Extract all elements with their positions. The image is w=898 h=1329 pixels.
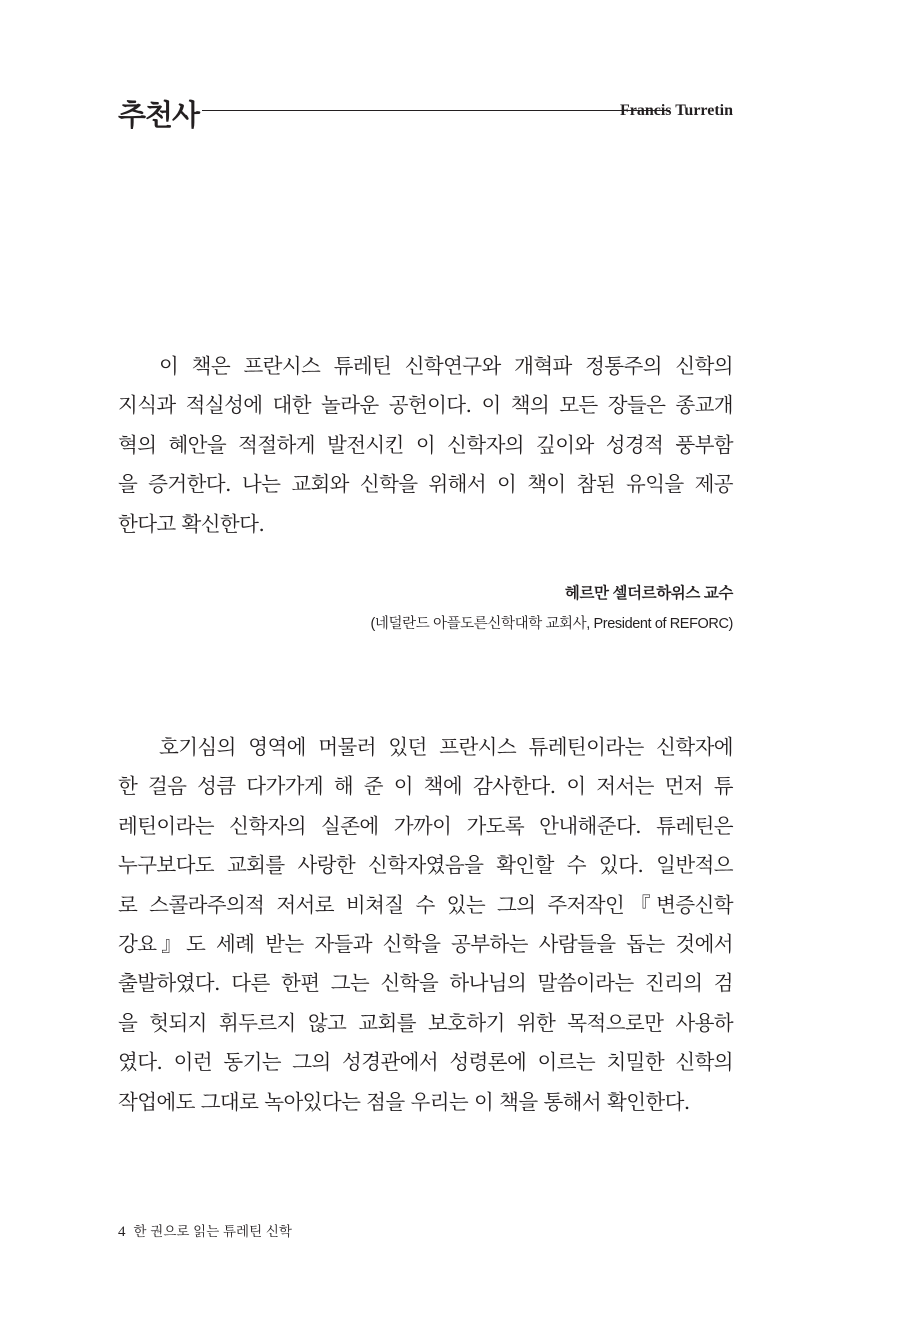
paragraph-line: 한 걸음 성큼 다가가게 해 준 이 책에 감사한다. 이 저서는 먼저 튜 bbox=[118, 774, 733, 799]
page-header bbox=[118, 96, 733, 140]
paragraph-line: 강요』도 세례 받는 자들과 신학을 공부하는 사람들을 돕는 것에서 bbox=[118, 931, 733, 956]
recommendation-paragraph-1 bbox=[118, 347, 733, 544]
page-number: 4 bbox=[118, 1224, 126, 1240]
paragraph-line: 였다. 이런 동기는 그의 성경관에서 성령론에 이르는 치밀한 신학의 bbox=[118, 1050, 733, 1075]
recommendation-paragraph-2 bbox=[118, 728, 733, 1122]
running-head: Francis Turretin bbox=[619, 102, 733, 119]
paragraph-line: 출발하였다. 다른 한편 그는 신학을 하나님의 말씀이라는 진리의 검 bbox=[118, 971, 733, 996]
paragraph-line: 을 헛되지 휘두르지 않고 교회를 보호하기 위한 목적으로만 사용하 bbox=[118, 1010, 733, 1035]
recommender-affiliation: (네덜란드 아플도른신학대학 교회사, President of REFORC) bbox=[370, 616, 733, 632]
book-title: 한 권으로 읽는 튜레틴 신학 bbox=[133, 1224, 292, 1239]
recommender-name: 헤르만 셀더르하위스 교수 bbox=[564, 585, 733, 602]
paragraph-line: 로 스콜라주의적 저서로 비쳐질 수 있는 그의 주저작인『변증신학 bbox=[118, 892, 733, 917]
header-rule bbox=[202, 110, 670, 111]
paragraph-line: 을 증거한다. 나는 교회와 신학을 위해서 이 책이 참된 유익을 제공 bbox=[118, 472, 733, 497]
paragraph-line: 한다고 확신한다. bbox=[118, 511, 265, 536]
paragraph-line: 지식과 적실성에 대한 놀라운 공헌이다. 이 책의 모든 장들은 종교개 bbox=[118, 393, 733, 418]
paragraph-line: 이 책은 프란시스 튜레틴 신학연구와 개혁파 정통주의 신학의 bbox=[159, 354, 733, 378]
paragraph-line: 레틴이라는 신학자의 실존에 가까이 가도록 안내해준다. 튜레틴은 bbox=[118, 813, 733, 838]
paragraph-line: 누구보다도 교회를 사랑한 신학자였음을 확인할 수 있다. 일반적으 bbox=[118, 853, 733, 878]
paragraph-line: 호기심의 영역에 머물러 있던 프란시스 튜레틴이라는 신학자에 bbox=[159, 735, 733, 759]
paragraph-line: 작업에도 그대로 녹아있다는 점을 우리는 이 책을 통해서 확인한다. bbox=[118, 1089, 690, 1114]
paragraph-line: 혁의 혜안을 적절하게 발전시킨 이 신학자의 깊이와 성경적 풍부함 bbox=[118, 432, 733, 457]
page-footer bbox=[118, 1222, 292, 1242]
section-title: 추천사 bbox=[118, 100, 200, 132]
